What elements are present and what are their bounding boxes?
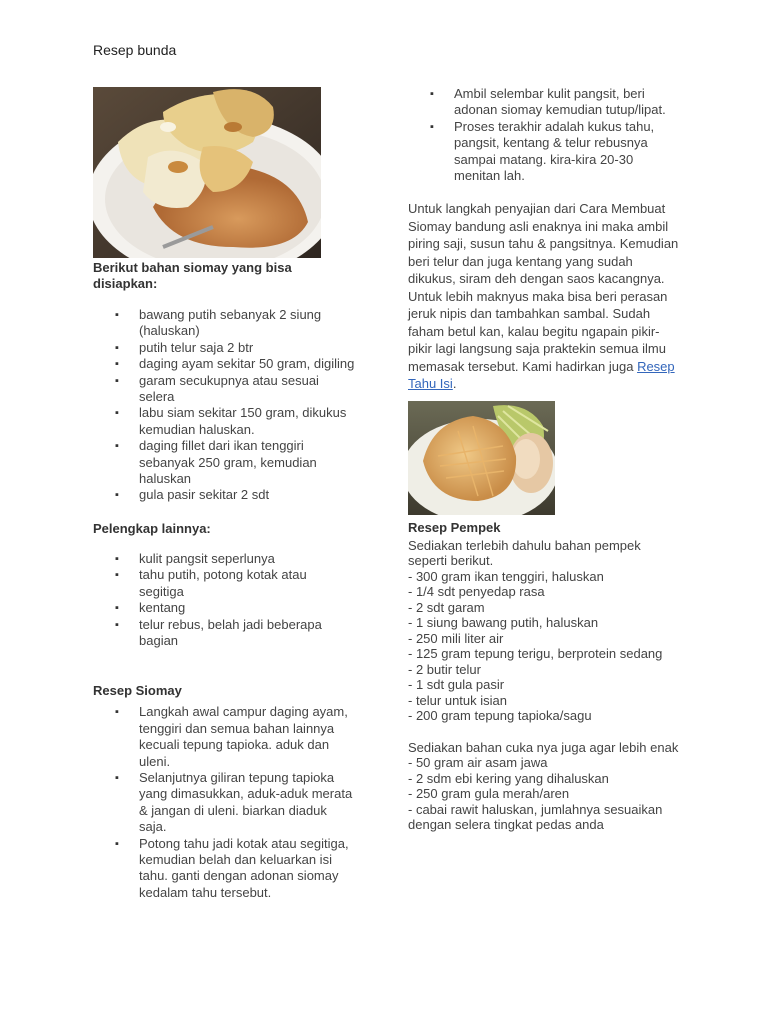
page-title: Resep bunda — [93, 42, 177, 58]
list-item: ▪ bawang putih sebanyak 2 siung (haluskan) — [93, 307, 355, 340]
list-item: - 125 gram tepung terigu, berprotein sedang — [408, 646, 663, 662]
pempek-photo — [408, 401, 555, 515]
pelengkap-heading: Pelengkap lainnya: — [93, 520, 211, 536]
pelengkap-list — [93, 551, 355, 649]
cuka-ingredients — [408, 740, 683, 833]
resep-tahu-isi-link[interactable]: Resep Tahu Isi — [408, 358, 675, 392]
list-item: ▪ tahu putih, potong kotak atau segitiga — [93, 567, 355, 600]
penyajian-text: Untuk langkah penyajian dari Cara Membuat Siomay bandung asli enaknya ini maka ambil piring saji, susun tahu & pangsitnya. Kemudian beri telur dan juga kentang yang sudah dikukus, siram deh dengan saos kacangnya. Untuk lebih maknyus maka bisa beri perasan jeruk nipis dan tambahkan sambal. Sudah faham betul kan, kalau begitu ngapain pikir-pikir lagi langsung saja praktekin semua ilmu memasak tersebut. Kami hadirkan juga — [408, 201, 679, 374]
list-item: ▪ telur rebus, belah jadi beberapa bagian — [93, 617, 355, 650]
list-item: ▪ kulit pangsit seperlunya — [93, 551, 355, 567]
list-item: - 2 sdt garam — [408, 599, 485, 615]
resep-siomay-heading: Resep Siomay — [93, 683, 182, 699]
list-item: - 50 gram air asam jawa — [408, 755, 548, 771]
bahan-heading: Berikut bahan siomay yang bisa disiapkan: — [93, 260, 292, 291]
bahan-list — [93, 307, 355, 504]
list-item: ▪ Langkah awal campur daging ayam, tenggiri dan semua bahan lainnya kecuali tepung tapioka. aduk dan uleni. — [93, 704, 355, 770]
right-column — [408, 86, 683, 833]
cuka-intro: Sediakan bahan cuka nya juga agar lebih enak — [408, 739, 679, 755]
list-item: - cabai rawit haluskan, jumlahnya sesuaikan dengan selera tingkat pedas anda — [408, 801, 663, 833]
list-item: ▪ garam secukupnya atau sesuai selera — [93, 373, 355, 406]
list-item: ▪ putih telur saja 2 btr — [93, 340, 355, 356]
list-item: ▪ gula pasir sekitar 2 sdt — [93, 487, 355, 503]
resep-pempek-heading: Resep Pempek — [408, 519, 501, 535]
list-item: ▪ Potong tahu jadi kotak atau segitiga, kemudian belah dan keluarkan isi tahu. ganti dengan adonan siomay kedalam tahu tersebut. — [93, 836, 355, 902]
list-item: - 300 gram ikan tenggiri, haluskan — [408, 568, 604, 584]
siomay-steps-continued — [408, 86, 683, 184]
list-item: ▪ Selanjutnya giliran tepung tapioka yang dimasukkan, aduk-aduk merata & jangan di uleni. biarkan diaduk saja. — [93, 770, 355, 836]
list-item: ▪ daging fillet dari ikan tenggiri sebanyak 250 gram, kemudian haluskan — [93, 438, 355, 487]
list-item: ▪ Proses terakhir adalah kukus tahu, pangsit, kentang & telur rebusnya sampai matang. kira-kira 20-30 menitan lah. — [408, 119, 683, 185]
resep-siomay-steps — [93, 704, 355, 901]
pempek-intro: Sediakan terlebih dahulu bahan pempek seperti berikut. — [408, 537, 641, 569]
siomay-photo — [93, 87, 321, 258]
list-item: ▪ Ambil selembar kulit pangsit, beri adonan siomay kemudian tutup/lipat. — [408, 86, 683, 119]
list-item: ▪ daging ayam sekitar 50 gram, digiling — [93, 356, 355, 372]
list-item: ▪ labu siam sekitar 150 gram, dikukus kemudian haluskan. — [93, 405, 355, 438]
penyajian-paragraph — [408, 200, 683, 393]
list-item: - 1 siung bawang putih, haluskan — [408, 615, 599, 631]
list-item: - 1 sdt gula pasir — [408, 677, 505, 693]
list-item: - 2 sdm ebi kering yang dihaluskan — [408, 770, 609, 786]
list-item: - telur untuk isian — [408, 692, 507, 708]
pempek-ingredients — [408, 538, 683, 724]
list-item: - 1/4 sdt penyedap rasa — [408, 584, 545, 600]
list-item: - 200 gram tepung tapioka/sagu — [408, 708, 592, 724]
list-item: ▪ kentang — [93, 600, 355, 616]
link-trailing: . — [452, 376, 457, 392]
list-item: - 2 butir telur — [408, 661, 481, 677]
list-item: - 250 gram gula merah/aren — [408, 786, 570, 802]
list-item: - 250 mili liter air — [408, 630, 504, 646]
left-column — [93, 87, 355, 901]
